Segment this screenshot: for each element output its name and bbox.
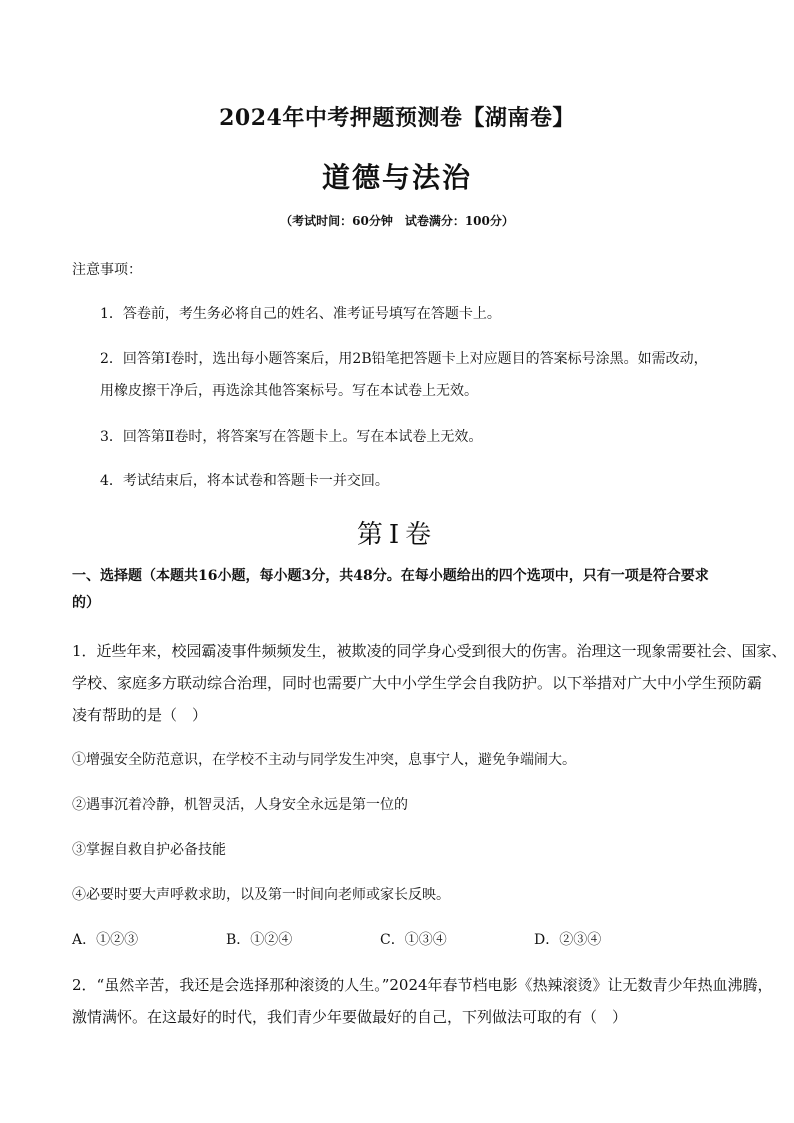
notice-item: 3．回答第Ⅱ卷时，将答案写在答题卡上。写在本试卷上无效。	[100, 429, 483, 445]
notice-item-continued: 用橡皮擦干净后，再选涂其他答案标号。写在本试卷上无效。	[100, 383, 478, 399]
notice-heading: 注意事项：	[72, 262, 142, 278]
question-1-text: 学校、家庭多方联动综合治理，同时也需要广大中小学生学会自我防护。以下举措对广大中小学生预防霸	[72, 674, 763, 692]
notice-item: 2．回答第Ⅰ卷时，选出每小题答案后，用2B铅笔把答题卡上对应题目的答案标号涂黑。如需改动，	[100, 351, 708, 367]
question-1-statement: ④必要时要大声呼救求助，以及第一时间向老师或家长反映。	[72, 887, 450, 903]
section-instruction: 一、选择题（本题共16小题，每小题3分，共48分。在每小题给出的四个选项中，只有一项是符合要求	[72, 568, 709, 584]
question-2-text: 2．“虽然辛苦，我还是会选择那种滚烫的人生。”2024年春节档电影《热辣滚烫》让无数青少年热血沸腾，	[72, 976, 773, 994]
question-2-text: 激情满怀。在这最好的时代，我们青少年要做最好的自己，下列做法可取的有（ ）	[72, 1008, 628, 1026]
question-1-statement: ③掌握自救自护必备技能	[72, 842, 226, 858]
question-1-text: 1．近些年来，校园霸凌事件频频发生，被欺凌的同学身心受到很大的伤害。治理这一现象需要社会、国家、	[72, 642, 787, 660]
question-1-option-c: C．①③④	[380, 932, 447, 948]
subject-title: 道德与法治	[321, 161, 472, 194]
question-1-option-b: B．①②④	[226, 932, 293, 948]
exam-info: （考试时间：60分钟 试卷满分：100分）	[280, 214, 514, 228]
question-1-option-d: D．②③④	[534, 932, 602, 948]
section-instruction-continued: 的）	[72, 595, 100, 611]
section-title: 第Ⅰ卷	[356, 520, 438, 550]
question-1-text: 凌有帮助的是（ ）	[72, 706, 208, 724]
question-1-option-a: A．①②③	[72, 932, 139, 948]
notice-item: 4．考试结束后，将本试卷和答题卡一并交回。	[100, 473, 389, 489]
notice-item: 1．答卷前，考生务必将自己的姓名、准考证号填写在答题卡上。	[100, 306, 501, 322]
question-1-statement: ①增强安全防范意识，在学校不主动与同学发生冲突，息事宁人，避免争端闹大。	[72, 752, 576, 768]
exam-title: 2024年中考押题预测卷【湖南卷】	[219, 105, 575, 131]
question-1-statement: ②遇事沉着冷静，机智灵活，人身安全永远是第一位的	[72, 797, 408, 813]
